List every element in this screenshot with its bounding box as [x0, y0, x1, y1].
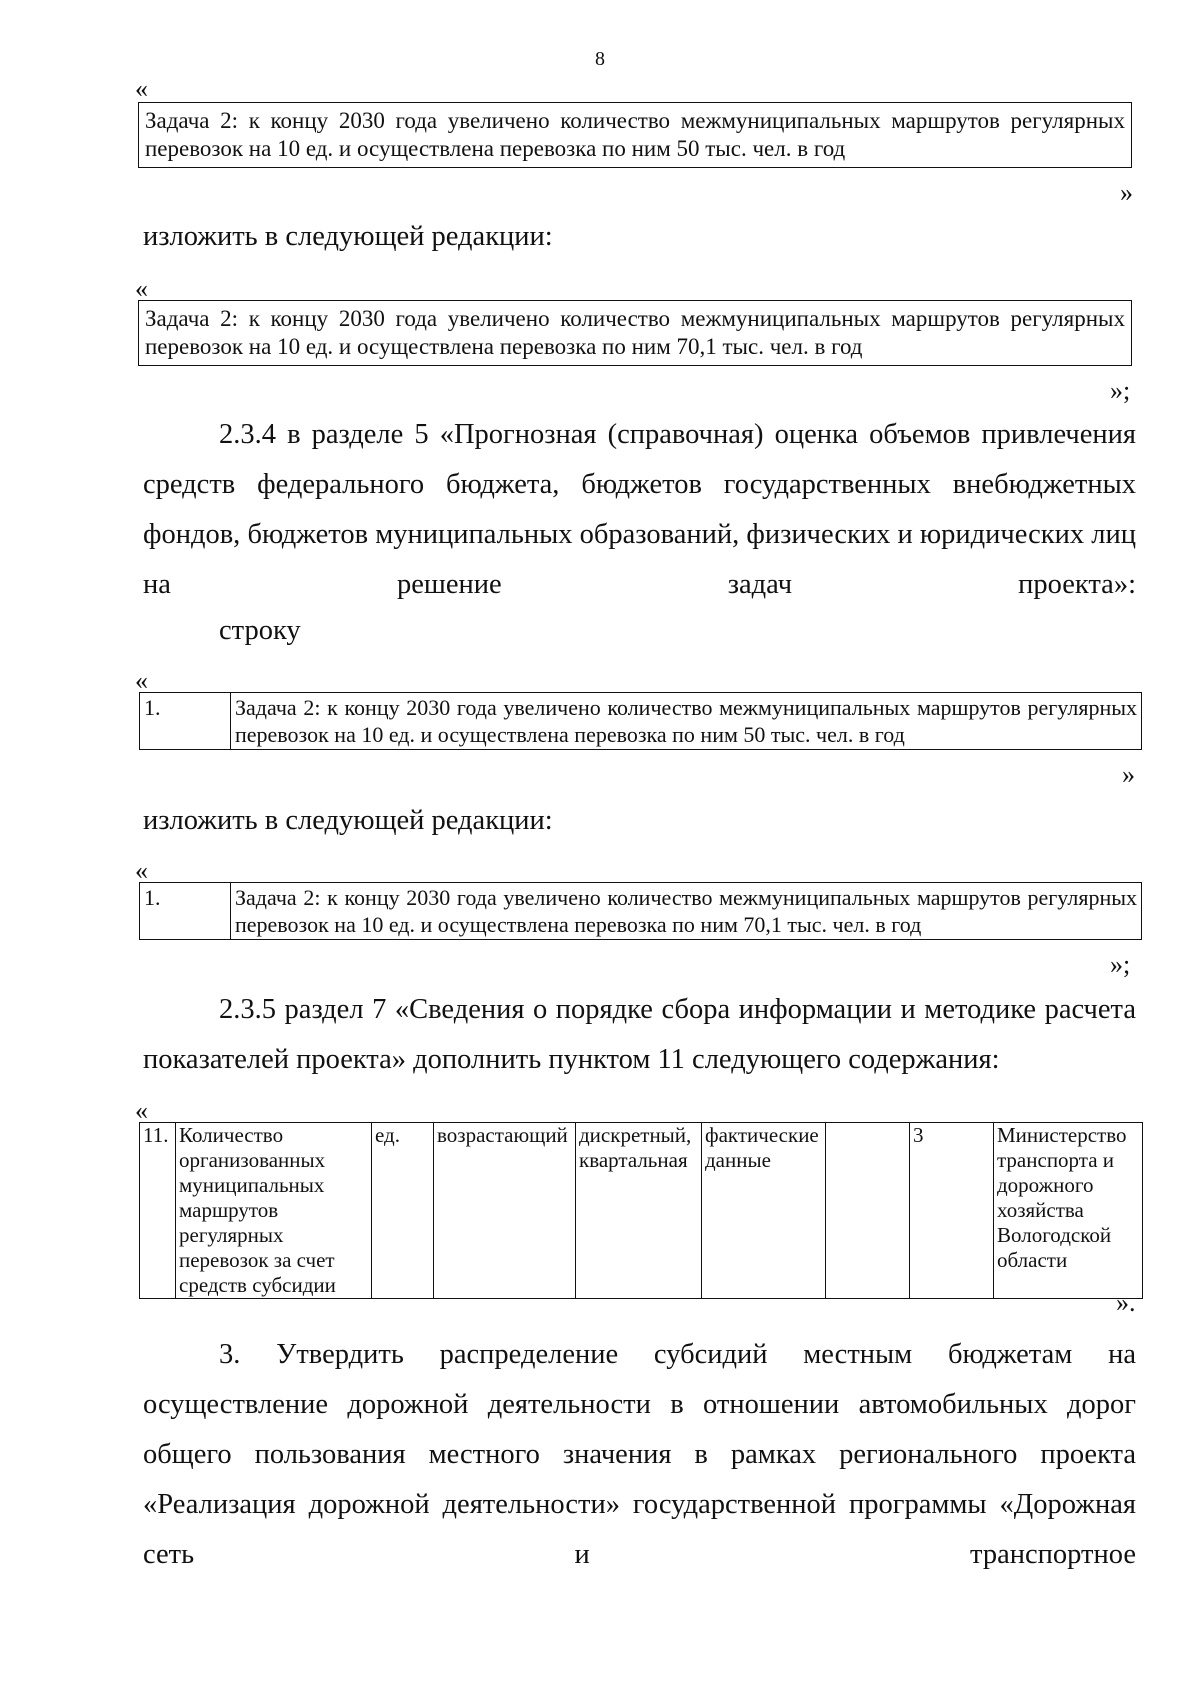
open-quote: « — [135, 1096, 148, 1125]
row-number: 11. — [140, 1123, 176, 1299]
unit: ед. — [372, 1123, 434, 1299]
responsible: Министерство транспорта и дорожного хозяйства Вологодской области — [994, 1123, 1143, 1299]
task-table-old — [139, 692, 1142, 750]
task-text: Задача 2: к концу 2030 года увеличено количество межмуниципальных маршрутов регулярных перевозок на 10 ед. и осуществлена перевозка по ним 70,1 тыс. чел. в год — [231, 883, 1142, 940]
paragraph-2-3-4 — [143, 410, 1136, 600]
page-number: 8 — [595, 48, 605, 70]
new-task-box: Задача 2: к концу 2030 года увеличено количество межмуниципальных маршрутов регулярных перевозок на 10 ед. и осуществлена перевозка по ним 70,1 тыс. чел. в год — [138, 300, 1132, 366]
periodicity: дискретный, квартальная — [576, 1123, 702, 1299]
open-quote: « — [135, 74, 148, 103]
close-quote-semicolon: »; — [1110, 376, 1131, 405]
stroku-label: строку — [219, 615, 301, 646]
empty-cell — [826, 1123, 910, 1299]
redaction-label: изложить в следующей редакции: — [143, 805, 553, 836]
table-row — [140, 883, 1142, 940]
close-quote: » — [1120, 178, 1133, 207]
task-text: Задача 2: к концу 2030 года увеличено количество межмуниципальных маршрутов регулярных перевозок на 10 ед. и осуществлена перевозка по ним 50 тыс. чел. в год — [231, 693, 1142, 750]
indicator-name: Количество организованных муниципальных маршрутов регулярных перевозок за счет средств субсидии — [176, 1123, 372, 1299]
indicator-table — [139, 1122, 1143, 1299]
open-quote: « — [135, 856, 148, 885]
open-quote: « — [135, 666, 148, 695]
close-quote: » — [1122, 760, 1135, 789]
row-number: 1. — [140, 693, 231, 750]
old-task-box: Задача 2: к концу 2030 года увеличено количество межмуниципальных маршрутов регулярных перевозок на 10 ед. и осуществлена перевозка по ним 50 тыс. чел. в год — [138, 102, 1132, 168]
close-quote-period: ». — [1116, 1288, 1136, 1317]
table-row — [140, 693, 1142, 750]
paragraph-2-3-4-text: 2.3.4 в разделе 5 «Прогнозная (справочная) оценка объемов привлечения средств федерального бюджета, бюджетов государственных внебюджетных фондов, бюджетов муниципальных образований, физических и юридических лиц на решение задач проекта»: — [143, 419, 1136, 600]
paragraph-2-3-5-text: 2.3.5 раздел 7 «Сведения о порядке сбора информации и методике расчета показателей проекта» дополнить пунктом 11 следующего содержания: — [143, 994, 1136, 1075]
close-quote-semicolon: »; — [1110, 950, 1131, 979]
redaction-label: изложить в следующей редакции: — [143, 221, 553, 252]
value: 3 — [910, 1123, 994, 1299]
paragraph-2-3-5 — [143, 985, 1136, 1085]
paragraph-3-text: 3. Утвердить распределение субсидий местным бюджетам на осуществление дорожной деятельности в отношении автомобильных дорог общего пользования местного значения в рамках регионального проекта «Реализация дорожной деятельности» государственной программы «Дорожная сеть и транспортное — [143, 1339, 1136, 1570]
dynamics: возрастающий — [434, 1123, 576, 1299]
data-source: фактические данные — [702, 1123, 826, 1299]
open-quote: « — [135, 274, 148, 303]
paragraph-3 — [143, 1330, 1136, 1570]
table-row — [140, 1123, 1143, 1299]
task-table-new — [139, 882, 1142, 940]
row-number: 1. — [140, 883, 231, 940]
